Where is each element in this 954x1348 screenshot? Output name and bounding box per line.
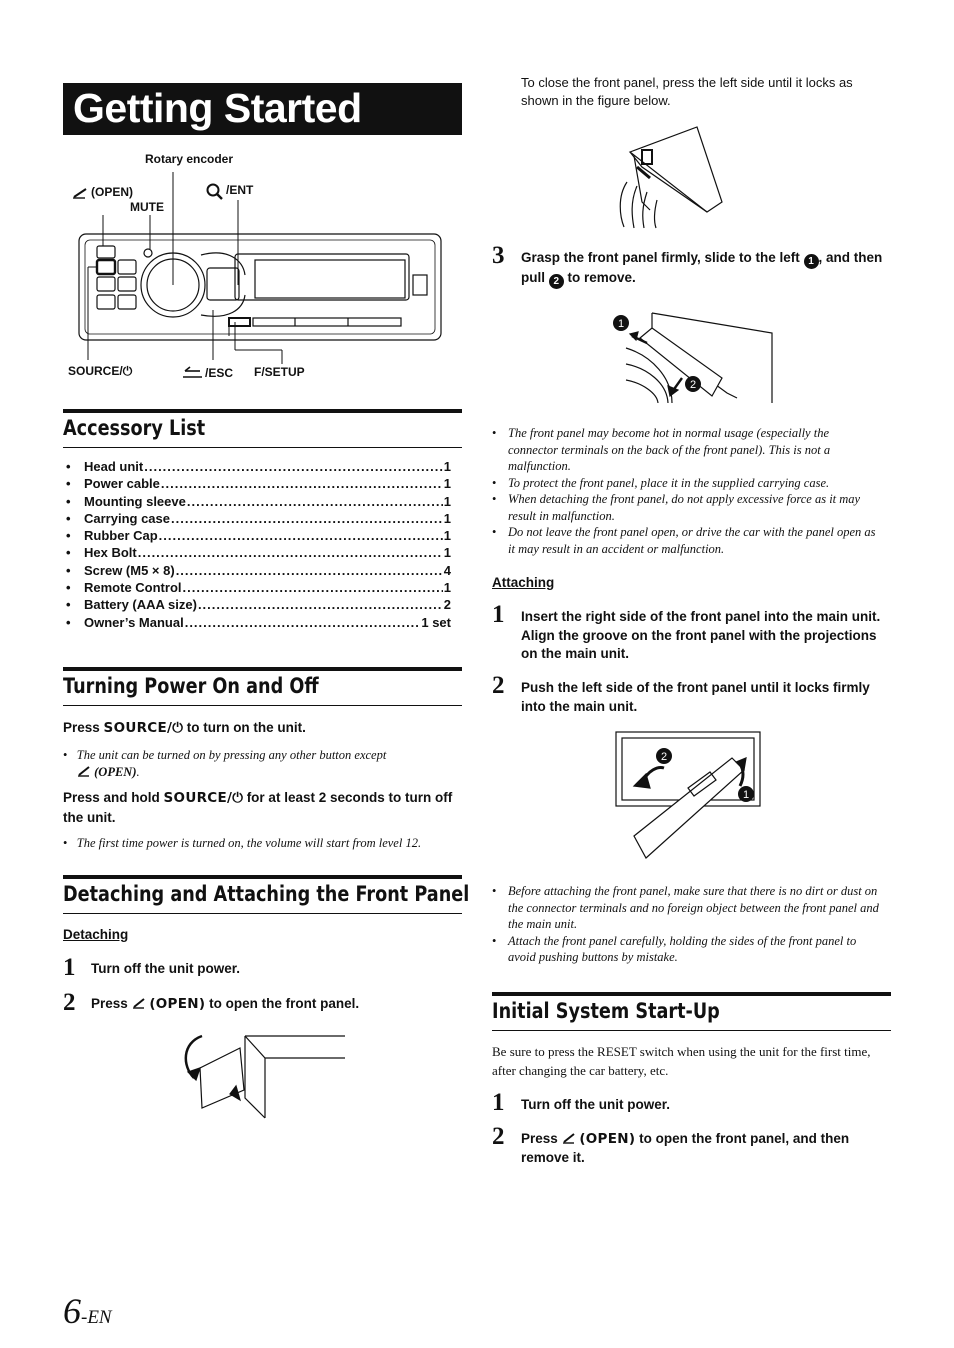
accessory-item-name: Hex Bolt bbox=[84, 545, 137, 561]
page-title-banner bbox=[63, 83, 462, 135]
detach-step-1-number: 1 bbox=[63, 954, 76, 981]
detach-step-2-text: Press (OPEN) to open the front panel. bbox=[91, 996, 360, 1012]
accessory-item-name: Power cable bbox=[84, 476, 160, 492]
accessory-item: • Battery (AAA size) ..... 2 bbox=[66, 597, 451, 614]
attach-step-2-number: 2 bbox=[492, 672, 505, 699]
power-on-instruction: Press SOURCE/⏻ to turn on the unit. bbox=[63, 720, 306, 736]
rotary-encoder-label: Rotary encoder bbox=[145, 152, 234, 166]
attach-step-2-text: Push the left side of the front panel until it locks firmly into the main unit. bbox=[521, 680, 870, 714]
accessory-item-name: Mounting sleeve bbox=[84, 493, 186, 509]
ent-label: /ENT bbox=[226, 183, 254, 197]
detach-step-3-text: Grasp the front panel firmly, slide to the left 1 , and then pull 2 to remove. bbox=[521, 250, 883, 287]
attach-panel-illustration bbox=[612, 728, 764, 866]
badge-2: 2 bbox=[549, 274, 564, 289]
accessory-item-qty: 4 bbox=[443, 562, 451, 578]
detach-step-1-text: Turn off the unit power. bbox=[91, 961, 240, 976]
initial-step-2-number: 2 bbox=[492, 1123, 505, 1150]
accessory-item-qty: 1 bbox=[443, 545, 451, 561]
badge-1: 1 bbox=[804, 254, 819, 269]
open-label: (OPEN) bbox=[91, 185, 133, 199]
accessory-item-qty: 1 bbox=[443, 580, 451, 596]
back-icon bbox=[182, 365, 204, 379]
accessory-item: • Remote Control ..... 1 bbox=[66, 580, 451, 597]
mute-label: MUTE bbox=[130, 200, 164, 214]
accessory-list-heading: Accessory List bbox=[63, 409, 462, 448]
esc-label: /ESC bbox=[205, 366, 234, 380]
close-panel-text: To close the front panel, press the left side until it locks as shown in the figure below. bbox=[521, 75, 853, 108]
detach-heading: Detaching and Attaching the Front Panel bbox=[63, 875, 462, 914]
accessory-item-name: Battery (AAA size) bbox=[84, 597, 197, 613]
accessory-item-qty: 1 bbox=[443, 528, 451, 544]
fsetup-label: F/SETUP bbox=[254, 365, 305, 379]
detach-step-3-number: 3 bbox=[492, 242, 505, 269]
accessory-item: • Power cable ..... 1 bbox=[66, 476, 451, 493]
detaching-subheading: Detaching bbox=[63, 927, 129, 942]
detach-note: • The front panel may become hot in normal usage (especially the connector terminals on the back of the front panel). This is not a malfunction. bbox=[492, 425, 877, 475]
attach-step-1-number: 1 bbox=[492, 601, 505, 628]
accessory-item-name: Remote Control bbox=[84, 580, 182, 596]
attach-notes bbox=[492, 883, 887, 966]
svg-text:2: 2 bbox=[660, 751, 668, 763]
open-icon bbox=[77, 765, 91, 777]
initial-startup-body: Be sure to press the RESET switch when using the unit for the first time, after changing the car battery, etc. bbox=[492, 1044, 871, 1078]
accessory-item: • Mounting sleeve ..... 1 bbox=[66, 494, 451, 511]
source-label: SOURCE/⏻ bbox=[68, 364, 133, 378]
power-icon: ⏻ bbox=[122, 364, 133, 378]
open-icon bbox=[562, 1132, 576, 1144]
open-panel-illustration bbox=[180, 1028, 350, 1120]
detach-note: • When detaching the front panel, do not apply excessive force as it may result in malfunction. bbox=[492, 491, 877, 524]
accessory-item-name: Head unit bbox=[84, 459, 144, 474]
accessory-item-qty: 1 bbox=[443, 510, 451, 526]
accessory-item-qty: 2 bbox=[443, 597, 451, 613]
initial-startup-heading: Initial System Start-Up bbox=[492, 992, 891, 1031]
accessory-item: • Head unit ..... 1 bbox=[66, 459, 451, 476]
attach-note: • Before attaching the front panel, make sure that there is no dirt or dust on the connector terminals and no foreign object between the front panel and the main unit. bbox=[492, 883, 887, 933]
attach-step-1-text: Insert the right side of the front panel into the main unit. Align the groove on the front panel with the projections on the main unit. bbox=[521, 609, 881, 661]
svg-text:2: 2 bbox=[689, 379, 697, 391]
accessory-item: • Carrying case ..... 1 bbox=[66, 511, 451, 528]
accessory-item-qty: 1 set bbox=[421, 614, 451, 630]
accessory-item-qty: 1 bbox=[443, 476, 451, 492]
accessory-item-name: Owner’s Manual bbox=[84, 614, 184, 630]
accessory-item-qty: 1 bbox=[443, 459, 451, 474]
page-title: Getting Started bbox=[73, 85, 362, 131]
search-icon bbox=[205, 182, 225, 200]
initial-step-1-number: 1 bbox=[492, 1089, 505, 1116]
accessory-item-qty: 1 bbox=[443, 493, 451, 509]
accessory-list bbox=[66, 459, 451, 632]
accessory-item: • Screw (M5 × 8) ..... 4 bbox=[66, 563, 451, 580]
accessory-item-name: Carrying case bbox=[84, 510, 170, 526]
accessory-item-name: Screw (M5 × 8) bbox=[84, 562, 175, 578]
initial-step-2-text: Press (OPEN) to open the front panel, and then remove it. bbox=[521, 1131, 850, 1165]
svg-text:1: 1 bbox=[742, 789, 750, 801]
accessory-item: • Hex Bolt ..... 1 bbox=[66, 545, 451, 562]
power-note-1: • The unit can be turned on by pressing any other button except (OPEN). bbox=[63, 748, 387, 779]
svg-text:1: 1 bbox=[617, 318, 625, 330]
accessory-item: • Owner’s Manual ..... 1 set bbox=[66, 615, 451, 632]
detach-note: • Do not leave the front panel open, or drive the car with the panel open as it may result in an accident or malfunction. bbox=[492, 524, 877, 557]
page-number: 6-EN bbox=[63, 1291, 112, 1331]
attaching-subheading: Attaching bbox=[492, 575, 555, 590]
accessory-item-name: Rubber Cap bbox=[84, 528, 158, 544]
detach-note: • To protect the front panel, place it in the supplied carrying case. bbox=[492, 475, 877, 492]
attach-note: • Attach the front panel carefully, holding the sides of the front panel to avoid pushing buttons by mistake. bbox=[492, 933, 887, 966]
open-icon bbox=[72, 186, 88, 200]
accessory-item: • Rubber Cap ..... 1 bbox=[66, 528, 451, 545]
initial-step-1-text: Turn off the unit power. bbox=[521, 1097, 670, 1112]
power-heading: Turning Power On and Off bbox=[63, 667, 462, 706]
detach-notes bbox=[492, 425, 877, 557]
remove-panel-illustration bbox=[612, 308, 777, 408]
detach-step-2-number: 2 bbox=[63, 989, 76, 1016]
open-icon bbox=[132, 997, 146, 1009]
close-panel-illustration bbox=[612, 122, 732, 230]
power-note-2: • The first time power is turned on, the volume will start from level 12. bbox=[63, 836, 422, 850]
power-off-instruction: Press and hold SOURCE/⏻ for at least 2 seconds to turn off the unit. bbox=[63, 790, 453, 825]
